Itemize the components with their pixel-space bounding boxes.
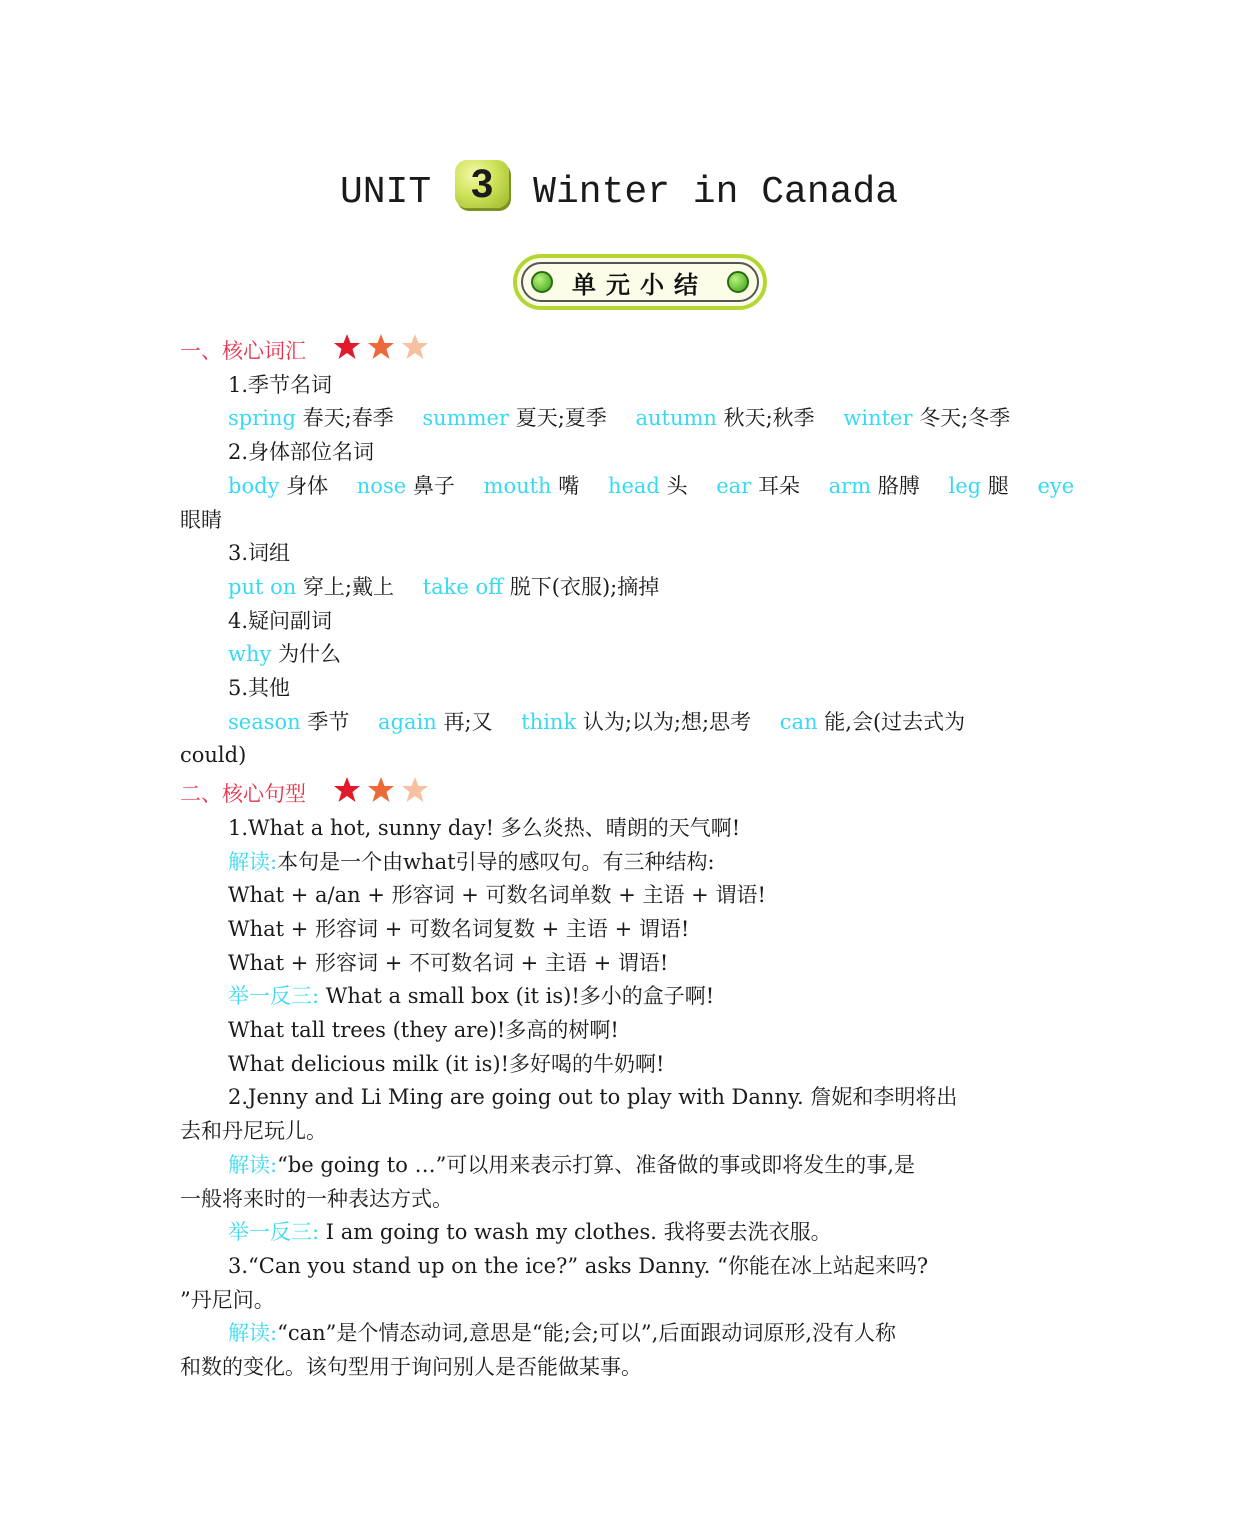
keyword-meaning: 秋天;秋季 [723, 406, 815, 431]
keyword-meaning: 能,会(过去式为 [824, 709, 966, 734]
keyword-meaning: 腿 [987, 473, 1009, 498]
section-heading-sentences [180, 773, 1060, 812]
vocab-word-line [180, 402, 1060, 436]
keyword: winter [843, 406, 913, 431]
keyword: ear [716, 473, 752, 498]
keyword-meaning: 为什么 [278, 642, 342, 667]
keyword-meaning: 春天;春季 [302, 406, 394, 431]
vocab-word-line [180, 571, 1060, 605]
keyword: spring [228, 406, 296, 431]
keyword: think [521, 709, 577, 734]
keyword: take off [422, 574, 504, 599]
example-line: What delicious milk (it is)!多好喝的牛奶啊! [228, 1051, 665, 1076]
green-dot-icon [531, 271, 553, 293]
note-text: “be going to …”可以用来表示打算、准备做的事或即将发生的事,是 [277, 1152, 915, 1177]
star-rating-icon [333, 333, 429, 372]
vocab-sub-title: 4.疑问副词 [228, 608, 333, 633]
vocab-word-line [180, 638, 1060, 672]
example-text: What a small box (it is)!多小的盒子啊! [325, 984, 715, 1009]
note-text: “can”是个情态动词,意思是“能;会;可以”,后面跟动词原形,没有人称 [277, 1321, 897, 1346]
keyword: nose [356, 473, 407, 498]
note-cont: 一般将来时的一种表达方式。 [180, 1186, 453, 1211]
vocab-word-line-cont: could) [180, 743, 247, 768]
keyword-meaning: 脱下(衣服);摘掉 [509, 574, 660, 599]
keyword-meaning: 胳膊 [877, 473, 920, 498]
keyword-meaning: 耳朵 [757, 473, 800, 498]
section-heading-vocab [180, 330, 1060, 369]
summary-banner [513, 254, 767, 310]
note-line [180, 1149, 1060, 1183]
unit-title [0, 162, 1238, 216]
vocab-sub-title: 1.季节名词 [228, 372, 333, 397]
keyword-meaning: 冬天;冬季 [919, 406, 1011, 431]
pattern-line: What + 形容词 + 可数名词复数 + 主语 + 谓语! [228, 916, 690, 941]
star-rating-icon [333, 776, 429, 815]
note-cont: 和数的变化。该句型用于询问别人是否能做某事。 [180, 1355, 642, 1380]
note-line [180, 846, 1060, 880]
sentence: 1.What a hot, sunny day! 多么炎热、晴朗的天气啊! [228, 815, 741, 840]
pattern-line: What + 形容词 + 不可数名词 + 主语 + 谓语! [228, 950, 669, 975]
vocab-word-line [180, 470, 1075, 504]
keyword: put on [228, 574, 297, 599]
section-heading-text: 二、核心句型 [180, 782, 306, 807]
keyword-meaning: 穿上;戴上 [302, 574, 395, 599]
keyword: leg [948, 473, 982, 498]
example-label: 举一反三: [228, 984, 320, 1009]
keyword-meaning: 鼻子 [412, 473, 455, 498]
example-line [180, 1216, 1060, 1250]
unit-title-text: Winter in Canada [533, 171, 899, 215]
keyword: why [228, 642, 272, 667]
sentence: 2.Jenny and Li Ming are going out to play with Danny. 詹妮和李明将出 [228, 1085, 958, 1110]
keyword: mouth [483, 473, 552, 498]
example-label: 举一反三: [228, 1220, 320, 1245]
keyword-meaning: 嘴 [558, 473, 580, 498]
vocab-sub-title: 2.身体部位名词 [228, 440, 375, 465]
vocab-word-line [180, 706, 1060, 740]
keyword: can [779, 709, 818, 734]
keyword-meaning: 身体 [286, 473, 329, 498]
keyword-meaning: 夏天;夏季 [515, 406, 607, 431]
sentence: 3.“Can you stand up on the ice?” asks Danny. “你能在冰上站起来吗? [228, 1253, 929, 1278]
content [180, 330, 1075, 1385]
example-line [180, 980, 1060, 1014]
keyword: head [607, 473, 660, 498]
keyword: summer [422, 406, 510, 431]
note-label: 解读: [228, 1321, 278, 1346]
note-text: 本句是一个由what引导的感叹句。有三种结构: [277, 849, 715, 874]
green-dot-icon [727, 271, 749, 293]
keyword: autumn [635, 406, 717, 431]
keyword-meaning: 头 [666, 473, 688, 498]
keyword-meaning: 再;又 [443, 709, 493, 734]
pattern-line: What + a/an + 形容词 + 可数名词单数 + 主语 + 谓语! [228, 883, 766, 908]
keyword-meaning: 季节 [307, 709, 350, 734]
sentence-cont: ”丹尼问。 [180, 1287, 275, 1312]
example-text: I am going to wash my clothes. 我将要去洗衣服。 [325, 1220, 832, 1245]
unit-number-badge: 3 [455, 160, 509, 208]
keyword: season [228, 709, 301, 734]
example-line: What tall trees (they are)!多高的树啊! [228, 1018, 619, 1043]
keyword: body [228, 473, 280, 498]
note-line [180, 1317, 1060, 1351]
section-heading-text: 一、核心词汇 [180, 339, 306, 363]
summary-banner-text: 单元小结 [572, 270, 708, 299]
keyword: arm [828, 473, 872, 498]
vocab-word-line-cont: 眼睛 [180, 507, 222, 532]
keyword: eye [1037, 473, 1075, 498]
vocab-sub-title: 3.词组 [228, 541, 291, 566]
summary-banner-inner [521, 262, 759, 302]
keyword: again [378, 709, 437, 734]
note-label: 解读: [228, 1152, 278, 1177]
unit-label: UNIT [339, 171, 432, 215]
note-label: 解读: [228, 849, 278, 874]
vocab-sub-title: 5.其他 [228, 676, 291, 701]
sentence-cont: 去和丹尼玩儿。 [180, 1119, 327, 1144]
keyword-meaning: 认为;以为;想;思考 [582, 709, 752, 734]
